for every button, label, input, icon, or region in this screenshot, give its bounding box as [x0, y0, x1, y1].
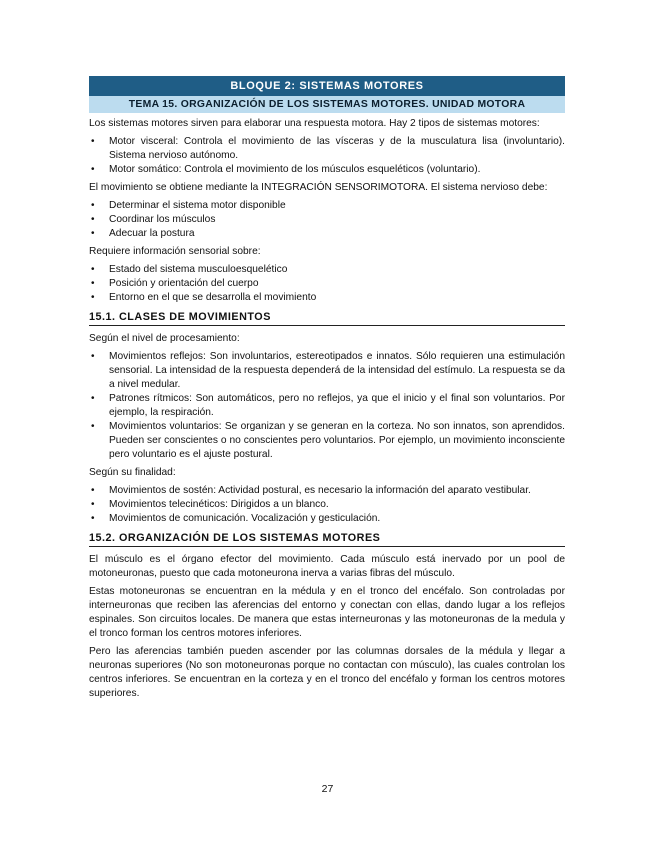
section1-paragraph-2: Según su finalidad:	[89, 467, 176, 478]
list-item: • Movimientos de sostén: Actividad postural, es necesario la información del aparato vestibular.	[89, 484, 565, 498]
list-item: • Movimientos reflejos: Son involuntarios, estereotipados e innatos. Sólo requieren una estimulación sensorial. La intensidad de la respuesta dependerá de la intensidad del estímulo. La respuesta se da a nivel medular.	[89, 350, 565, 392]
list-item: • Motor somático: Controla el movimiento de los músculos esqueléticos (voluntario).	[89, 163, 565, 177]
list-item: • Estado del sistema musculoesquelético	[89, 263, 565, 277]
section2-paragraph-1: El músculo es el órgano efector del movimiento. Cada músculo está inervado por un pool de motoneuronas, puesto que cada motoneurona inerva a varias fibras del músculo.	[89, 554, 565, 579]
list-item: • Motor visceral: Controla el movimiento de las vísceras y de la musculatura lisa (involuntario). Sistema nervioso autónomo.	[89, 135, 565, 163]
list-item: • Movimientos telecinéticos: Dirigidos a un blanco.	[89, 498, 565, 512]
sensory-info-list	[89, 263, 565, 305]
section2-paragraph-3: Pero las aferencias también pueden ascender por las columnas dorsales de la médula y llegar a neuronas superiores (No son motoneuronas porque no contactan con músculo), las cuales controlan los centros inferiores. Se encuentran en la corteza y en el tronco del encéfalo y forman los centros motores superiores.	[89, 646, 565, 699]
nervous-system-tasks-list	[89, 199, 565, 241]
list-item: • Entorno en el que se desarrolla el movimiento	[89, 291, 565, 305]
section2-paragraph-2: Estas motoneuronas se encuentran en la médula y en el tronco del encéfalo. Son controladas por interneuronas que reciben las aferencias del entorno y conectan con ellas, dando lugar a los reflejos espinales. Son circuitos locales. De manera que estas interneuronas y las motoneuronas de la medula y el tronco forman los centros motores inferiores.	[89, 586, 565, 639]
motor-systems-list	[89, 135, 565, 177]
list-item: • Adecuar la postura	[89, 227, 565, 241]
bloque-banner: BLOQUE 2: SISTEMAS MOTORES	[89, 76, 565, 96]
section-heading-organizacion: 15.2. ORGANIZACIÓN DE LOS SISTEMAS MOTORES	[89, 532, 565, 547]
intro-paragraph-1: Los sistemas motores sirven para elaborar una respuesta motora. Hay 2 tipos de sistemas motores:	[89, 118, 540, 129]
document-page	[89, 76, 565, 705]
list-item: • Determinar el sistema motor disponible	[89, 199, 565, 213]
page-number: 27	[321, 783, 334, 795]
section1-paragraph-1: Según el nivel de procesamiento:	[89, 333, 240, 344]
tema-banner: TEMA 15. ORGANIZACIÓN DE LOS SISTEMAS MOTORES. UNIDAD MOTORA	[89, 96, 565, 113]
intro-paragraph-2: El movimiento se obtiene mediante la INTEGRACIÓN SENSORIMOTORA. El sistema nervioso debe:	[89, 182, 548, 193]
processing-level-list	[89, 350, 565, 462]
list-item: • Movimientos voluntarios: Se organizan y se generan en la corteza. No son innatos, son aprendidos. Pueden ser conscientes o no conscientes pero voluntarios. Por ejemplo, un movimiento inconsciente pero voluntario es el ajuste postural.	[89, 420, 565, 462]
list-item: • Movimientos de comunicación. Vocalización y gesticulación.	[89, 512, 565, 526]
list-item: • Patrones rítmicos: Son automáticos, pero no reflejos, ya que el inicio y el final son voluntarios. Por ejemplo, la respiración.	[89, 392, 565, 420]
intro-paragraph-3: Requiere información sensorial sobre:	[89, 246, 261, 257]
list-item: • Coordinar los músculos	[89, 213, 565, 227]
purpose-list	[89, 484, 565, 526]
section-heading-clases: 15.1. CLASES DE MOVIMIENTOS	[89, 311, 565, 326]
list-item: • Posición y orientación del cuerpo	[89, 277, 565, 291]
